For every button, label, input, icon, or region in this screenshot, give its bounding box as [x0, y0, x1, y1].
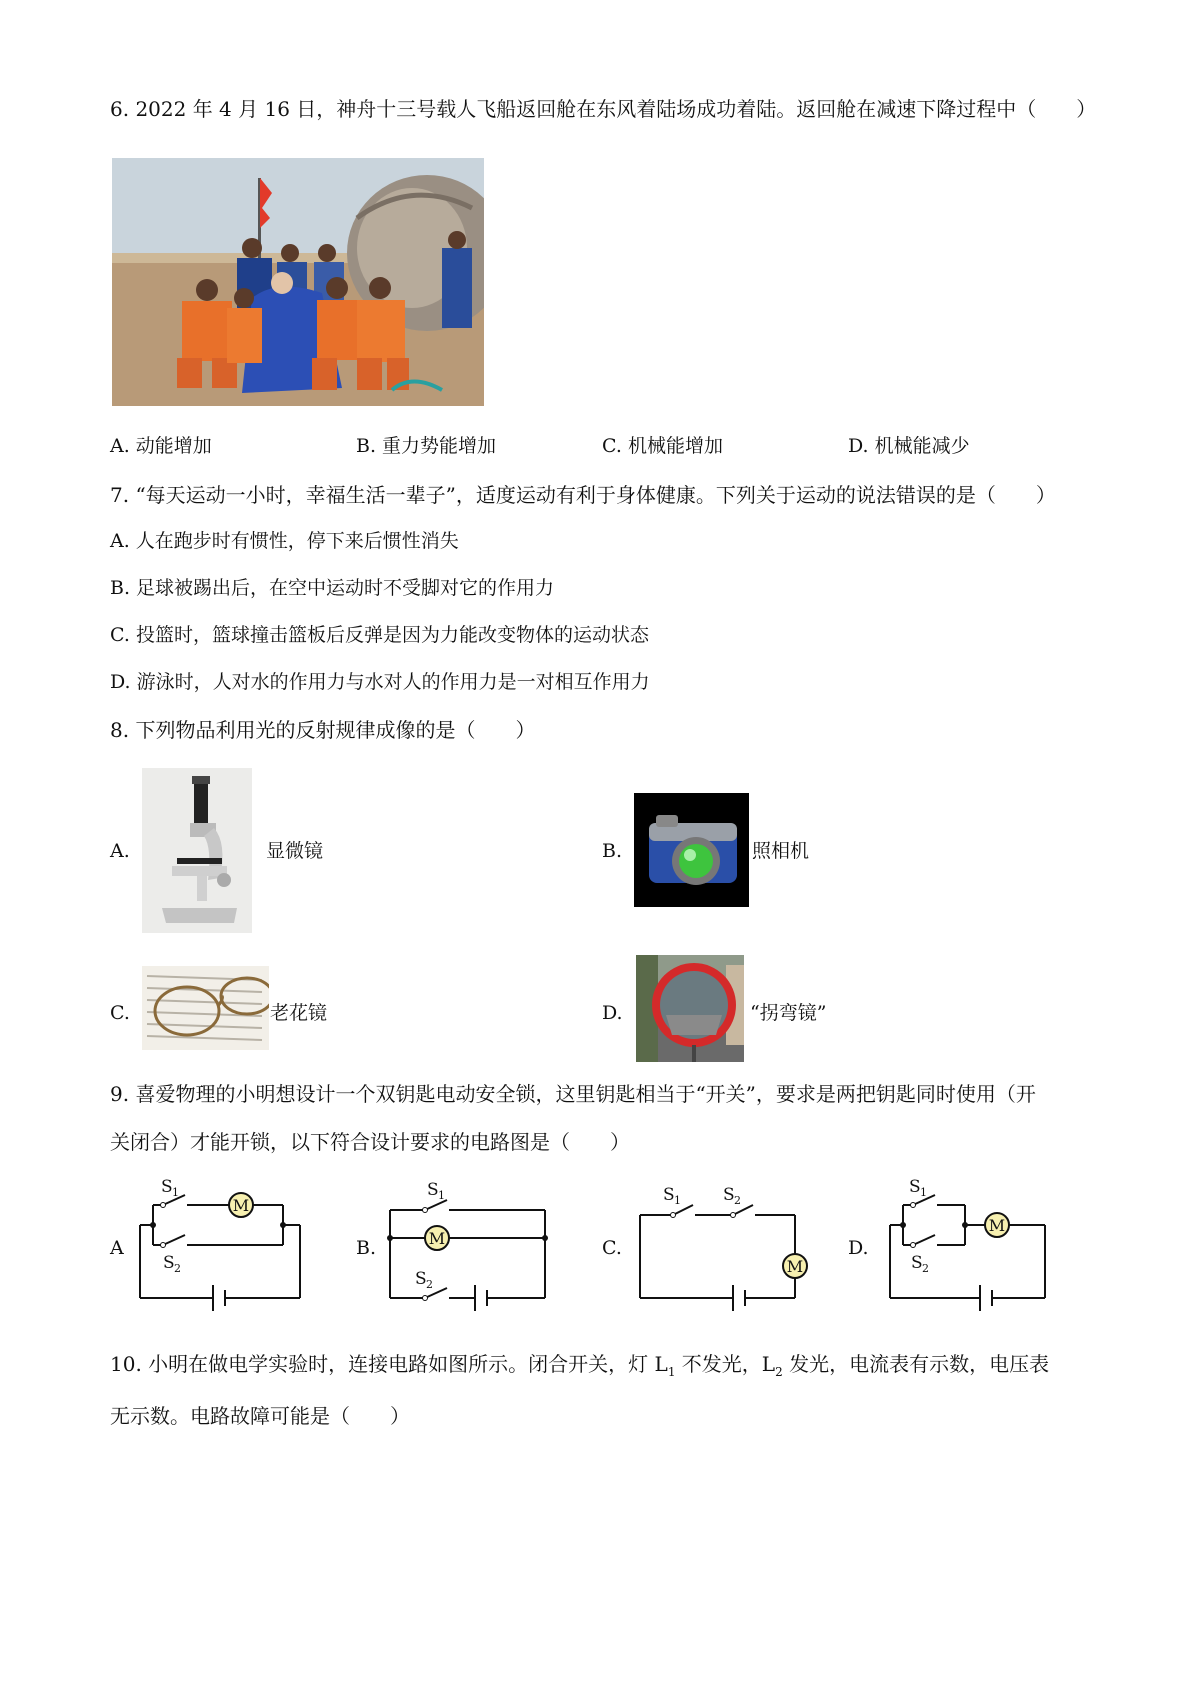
q8-label-a: 显微镜 [266, 840, 324, 862]
q7-option-a[interactable]: A. 人在跑步时有惯性，停下来后惯性消失 [110, 530, 459, 552]
circuit-diagram-d [875, 1170, 1075, 1320]
q10-stem-line1 [110, 1350, 1049, 1386]
motor-label: M [428, 1229, 446, 1248]
q8-letter-c[interactable]: C. [110, 1002, 130, 1024]
q8-letter-b[interactable]: B. [602, 840, 623, 862]
switch-s2-label: S [163, 1253, 175, 1273]
reading-glasses-image [142, 966, 269, 1050]
q9-stem-line1: 9. 喜爱物理的小明想设计一个双钥匙电动安全锁，这里钥匙相当于“开关”，要求是两把钥匙同时使用（开 [110, 1082, 1036, 1106]
q6-option-d[interactable]: D. 机械能减少 [848, 435, 970, 457]
switch-s2-sub: 2 [426, 1278, 433, 1291]
q8-letter-a[interactable]: A. [110, 840, 130, 862]
switch-s1-sub: 1 [172, 1186, 179, 1199]
q9-letter-c[interactable]: C. [602, 1237, 622, 1259]
circuit-diagram-b [375, 1170, 565, 1320]
q10-stem-part3: 发光，电流表有示数，电压表 [782, 1352, 1050, 1376]
circuit-diagram-c [625, 1170, 825, 1320]
switch-s2-label: S [415, 1269, 427, 1289]
q8-letter-d[interactable]: D. [602, 1002, 623, 1024]
microscope-image [142, 768, 252, 933]
q8-label-b: 照相机 [752, 840, 810, 862]
q9-stem-line2: 关闭合）才能开锁，以下符合设计要求的电路图是（ ） [110, 1130, 630, 1154]
switch-s2-sub: 2 [734, 1194, 741, 1207]
q9-letter-d[interactable]: D. [848, 1237, 869, 1259]
motor-label: M [988, 1216, 1006, 1235]
q10-stem-part1: 10. 小明在做电学实验时，连接电路如图所示。闭合开关，灯 L [110, 1352, 668, 1376]
switch-s1-sub: 1 [920, 1186, 927, 1199]
camera-image [634, 793, 749, 907]
q10-stem-part2: 不发光，L [675, 1352, 776, 1376]
switch-s2-sub: 2 [922, 1262, 929, 1275]
motor-label: M [786, 1257, 804, 1276]
q10-sub-l2: 2 [775, 1365, 783, 1379]
switch-s1-label: S [427, 1180, 439, 1200]
circuit-diagram-a [125, 1170, 315, 1320]
switch-s1-label: S [663, 1185, 675, 1205]
q7-option-d[interactable]: D. 游泳时，人对水的作用力与水对人的作用力是一对相互作用力 [110, 671, 650, 693]
q7-option-c[interactable]: C. 投篮时，篮球撞击篮板后反弹是因为力能改变物体的运动状态 [110, 624, 649, 646]
landing-photo [112, 158, 484, 406]
q10-stem-line2: 无示数。电路故障可能是（ ） [110, 1404, 410, 1428]
q6-option-b[interactable]: B. 重力势能增加 [356, 435, 497, 457]
q10-sub-l1: 1 [667, 1365, 676, 1379]
switch-s1-sub: 1 [674, 1194, 681, 1207]
q6-option-a[interactable]: A. 动能增加 [110, 435, 212, 457]
q8-stem: 8. 下列物品利用光的反射规律成像的是（ ） [110, 718, 536, 742]
motor-label: M [232, 1196, 250, 1215]
switch-s2-label: S [911, 1253, 923, 1273]
switch-s1-label: S [161, 1177, 173, 1197]
q8-label-c: 老花镜 [270, 1002, 328, 1024]
q9-letter-b[interactable]: B. [356, 1237, 377, 1259]
convex-mirror-image [636, 955, 744, 1062]
q8-label-d: “拐弯镜” [750, 1002, 827, 1024]
q7-stem: 7. “每天运动一小时，幸福生活一辈子”，适度运动有利于身体健康。下列关于运动的说法错误的是（ ） [110, 483, 1056, 507]
q9-letter-a[interactable]: A [110, 1237, 124, 1259]
switch-s2-sub: 2 [174, 1262, 181, 1275]
q7-option-b[interactable]: B. 足球被踢出后，在空中运动时不受脚对它的作用力 [110, 577, 555, 599]
switch-s2-label: S [723, 1185, 735, 1205]
switch-s1-sub: 1 [438, 1189, 445, 1202]
switch-s1-label: S [909, 1177, 921, 1197]
q6-option-c[interactable]: C. 机械能增加 [602, 435, 723, 457]
q6-stem: 6. 2022 年 4 月 16 日，神舟十三号载人飞船返回舱在东风着陆场成功着陆。返回舱在减速下降过程中（ ） [110, 97, 1097, 121]
